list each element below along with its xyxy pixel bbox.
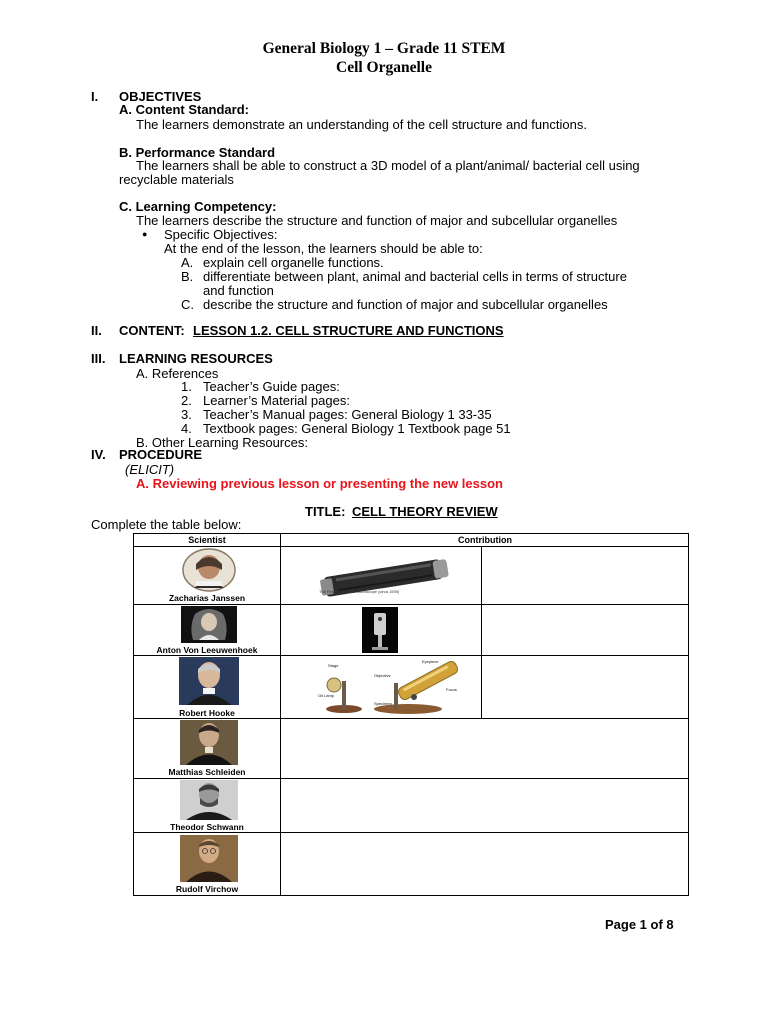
content-standard-text: The learners demonstrate an understanding of the cell structure and functions.	[136, 117, 587, 132]
leeuwenhoek-portrait	[181, 606, 237, 643]
section-number: II.	[91, 323, 102, 338]
scientist-name: Anton Von Leeuwenhoek	[156, 645, 258, 655]
performance-standard-text-cont: recyclable materials	[119, 172, 234, 187]
ref-number: 3.	[181, 407, 192, 422]
other-resources-label: B. Other Learning Resources:	[136, 435, 308, 450]
schwann-portrait	[180, 780, 238, 820]
performance-standard-text: The learners shall be able to construct a 3D model of a plant/animal/ bacterial cell using	[136, 158, 640, 173]
scientist-name: Robert Hooke	[179, 708, 235, 718]
row-divider	[134, 778, 688, 779]
activity-title-label: TITLE:	[305, 504, 346, 519]
objective-text: describe the structure and function of major and subcellular organelles	[203, 297, 608, 312]
objective-text-cont: and function	[203, 283, 274, 298]
column-divider	[481, 546, 482, 718]
column-header-scientist: Scientist	[188, 535, 226, 545]
row-divider	[134, 718, 688, 719]
ref-text: Teacher’s Guide pages:	[203, 379, 340, 394]
schleiden-portrait	[180, 720, 238, 765]
objective-text: differentiate between plant, animal and bacterial cells in terms of structure	[203, 269, 627, 284]
hooke-label: Objective	[374, 673, 391, 678]
section-number: III.	[91, 351, 106, 366]
objective-text: explain cell organelle functions.	[203, 255, 384, 270]
leeuwenhoek-microscope-image	[362, 607, 398, 653]
scientist-name: Matthias Schleiden	[168, 767, 246, 777]
row-divider	[134, 832, 688, 833]
activity-title: CELL THEORY REVIEW	[352, 504, 498, 519]
ref-text: Textbook pages: General Biology 1 Textbook page 51	[203, 421, 511, 436]
learning-competency-label: C. Learning Competency:	[119, 199, 277, 214]
references-label: A. References	[136, 366, 219, 381]
cell-theory-table	[133, 533, 689, 896]
hooke-label: Focus	[446, 687, 457, 692]
microscope-caption: The First Compound Microscope (circa 1590)	[319, 589, 400, 594]
procedure-step-a: A. Reviewing previous lesson or presenting the new lesson	[136, 476, 503, 491]
column-header-contribution: Contribution	[458, 535, 512, 545]
objective-letter: B.	[181, 269, 194, 284]
page-number: Page 1 of 8	[605, 917, 674, 932]
specific-objectives-intro: At the end of the lesson, the learners should be able to:	[164, 241, 483, 256]
ref-text: Teacher’s Manual pages: General Biology 1 33-35	[203, 407, 492, 422]
row-divider	[134, 655, 688, 656]
performance-standard-label: B. Performance Standard	[119, 145, 276, 160]
scientist-name: Theodor Schwann	[170, 822, 244, 832]
phase-label: (ELICIT)	[125, 462, 175, 477]
content-label: CONTENT:	[119, 323, 185, 338]
ref-number: 2.	[181, 393, 192, 408]
section-number: I.	[91, 89, 99, 104]
document-title: General Biology 1 – Grade 11 STEM	[262, 40, 506, 57]
row-divider	[134, 546, 688, 547]
objectives-heading: OBJECTIVES	[119, 89, 202, 104]
virchow-portrait	[180, 835, 238, 882]
hooke-label: Specimen	[374, 701, 392, 706]
bullet-icon: ●	[142, 229, 148, 239]
ref-number: 1.	[181, 379, 192, 394]
objective-letter: A.	[181, 255, 194, 270]
hooke-label: Eyepiece	[422, 659, 439, 664]
hooke-microscope-image	[316, 657, 472, 715]
hooke-label: Oil Lamp	[318, 693, 335, 698]
objective-letter: C.	[181, 297, 194, 312]
janssen-portrait	[182, 548, 236, 592]
document-subtitle: Cell Organelle	[336, 59, 432, 76]
compound-microscope-image	[316, 554, 450, 598]
section-number: IV.	[91, 447, 106, 462]
scientist-name: Rudolf Virchow	[175, 884, 239, 894]
table-instruction: Complete the table below:	[91, 517, 242, 532]
column-divider	[280, 534, 281, 895]
row-divider	[134, 604, 688, 605]
scientist-name: Zacharias Janssen	[168, 593, 246, 603]
procedure-heading: PROCEDURE	[119, 447, 203, 462]
specific-objectives-label: Specific Objectives:	[164, 227, 278, 242]
resources-heading: LEARNING RESOURCES	[119, 351, 273, 366]
content-standard-label: A. Content Standard:	[119, 102, 249, 117]
ref-number: 4.	[181, 421, 192, 436]
ref-text: Learner’s Material pages:	[203, 393, 350, 408]
hooke-label: Stage	[328, 663, 339, 668]
learning-competency-text: The learners describe the structure and function of major and subcellular organelles	[136, 213, 618, 228]
hooke-portrait	[179, 657, 239, 705]
lesson-title: LESSON 1.2. CELL STRUCTURE AND FUNCTIONS	[193, 323, 504, 338]
